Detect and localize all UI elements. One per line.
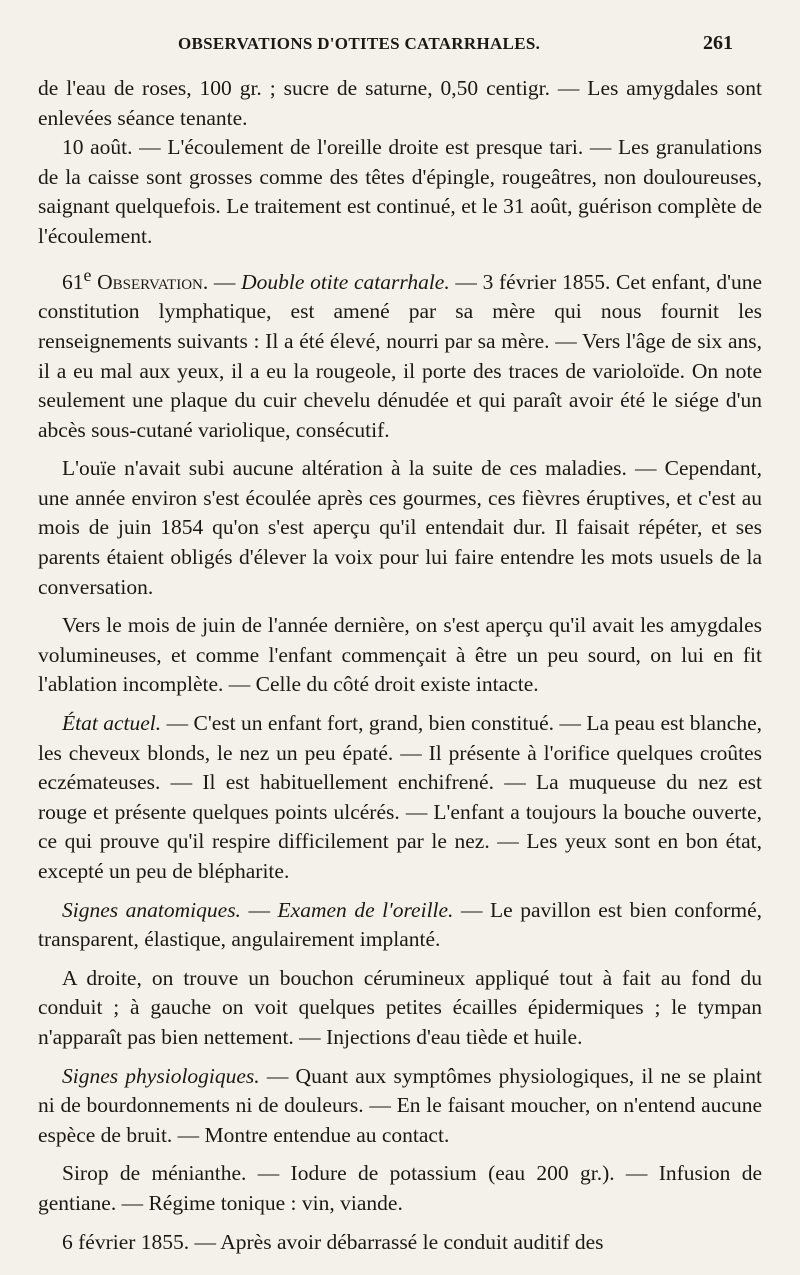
ear-exam-label: Examen de l'oreille.	[277, 897, 454, 922]
paragraph-physiological-signs	[38, 1062, 762, 1151]
paragraph-right-ear: A droite, on trouve un bouchon cérumineux appliqué tout à fait au fond du conduit ; à gauche on voit quelques petites écailles épidermiques ; le tympan n'apparaît pas bien nettement. — Injections d'eau tiède et huile.	[38, 965, 762, 1049]
page-header	[0, 34, 800, 58]
paragraph-current-state	[38, 709, 762, 887]
observation-61-paragraph	[38, 261, 762, 446]
anatomical-signs-text: — Le pavillon est bien conformé, transparent, élastique, angulairement implanté.	[38, 897, 762, 952]
paragraph-tonsils: Vers le mois de juin de l'année dernière, on s'est aperçu qu'il avait les amygdales volumineuses, et comme l'enfant commençait à être un peu sourd, on lui en fit l'ablation incomplète. — Celle du côté droit existe intacte.	[38, 613, 762, 697]
anatomical-signs-dash: —	[240, 897, 278, 922]
physiological-signs-label: Signes physiologiques.	[62, 1063, 260, 1088]
running-title: OBSERVATIONS D'OTITES CATARRHALES.	[178, 34, 541, 53]
paragraph-hearing: L'ouïe n'avait subi aucune altération à la suite de ces maladies. — Cependant, une année environ s'est écoulée après ces gourmes, ces fièvres éruptives, et c'est au mois de juin 1854 qu'on s'est aperçu qu'il entendait dur. Il faisait répéter, et ses parents étaient obligés d'élever la voix pour lui faire entendre les mots usuels de la conversation.	[38, 456, 762, 599]
paragraph-continuation: de l'eau de roses, 100 gr. ; sucre de saturne, 0,50 centigr. — Les amygdales sont enlevées séance tenante.	[38, 76, 762, 130]
observation-number-suffix: e	[83, 264, 92, 285]
paragraph-august-10: 10 août. — L'écoulement de l'oreille droite est presque tari. — Les granulations de la caisse sont grosses comme des têtes d'épingle, rougeâtres, non douloureuses, saignant quelquefois. Le traitement est continué, et le 31 août, guérison complète de l'écoulement.	[38, 135, 762, 248]
observation-label: Observation.	[97, 269, 209, 294]
physiological-signs-text: — Quant aux symptômes physiologiques, il ne se plaint ni de bourdonnements ni de douleurs. — En le faisant moucher, on n'entend aucune espèce de bruit. — Montre entendue au contact.	[38, 1063, 763, 1147]
current-state-text: — C'est un enfant fort, grand, bien constitué. — La peau est blanche, les cheveux blonds, le nez un peu épaté. — Il présente à l'orifice quelques croûtes eczémateuses. — Il est habituellement enchifrené. — La muqueuse du nez est rouge et présente quelques points ulcérés. — L'enfant a toujours la bouche ouverte, ce qui prouve qu'il respire difficilement par le nez. — Les yeux sont en bon état, excepté un peu de blépharite.	[38, 711, 762, 883]
body-text	[38, 74, 762, 1257]
paragraph-february-6: 6 février 1855. — Après avoir débarrassé le conduit auditif des	[62, 1229, 604, 1254]
anatomical-signs-label: Signes anatomiques.	[62, 897, 241, 922]
paragraph-treatment: Sirop de ménianthe. — Iodure de potassium (eau 200 gr.). — Infusion de gentiane. — Régime tonique : vin, viande.	[38, 1161, 762, 1215]
observation-text: — 3 février 1855. Cet enfant, d'une constitution lymphatique, est amené par sa mère qui nous fournit les renseignements suivants : Il a été élevé, nourri par sa mère. — Vers l'âge de six ans, il a eu mal aux yeux, il a eu la rougeole, il porte des traces de varioloïde. On note seulement une plaque du cuir chevelu dénudée et qui paraît avoir été le siége d'un abcès sous-cutané variolique, consécutif.	[38, 269, 763, 442]
observation-dash: —	[208, 269, 242, 294]
observation-title: Double otite catarrhale.	[241, 269, 450, 294]
current-state-label: État actuel.	[62, 711, 162, 736]
page-number: 261	[703, 32, 733, 54]
paragraph-anatomical-signs	[38, 896, 762, 955]
observation-number: 61	[62, 269, 84, 294]
